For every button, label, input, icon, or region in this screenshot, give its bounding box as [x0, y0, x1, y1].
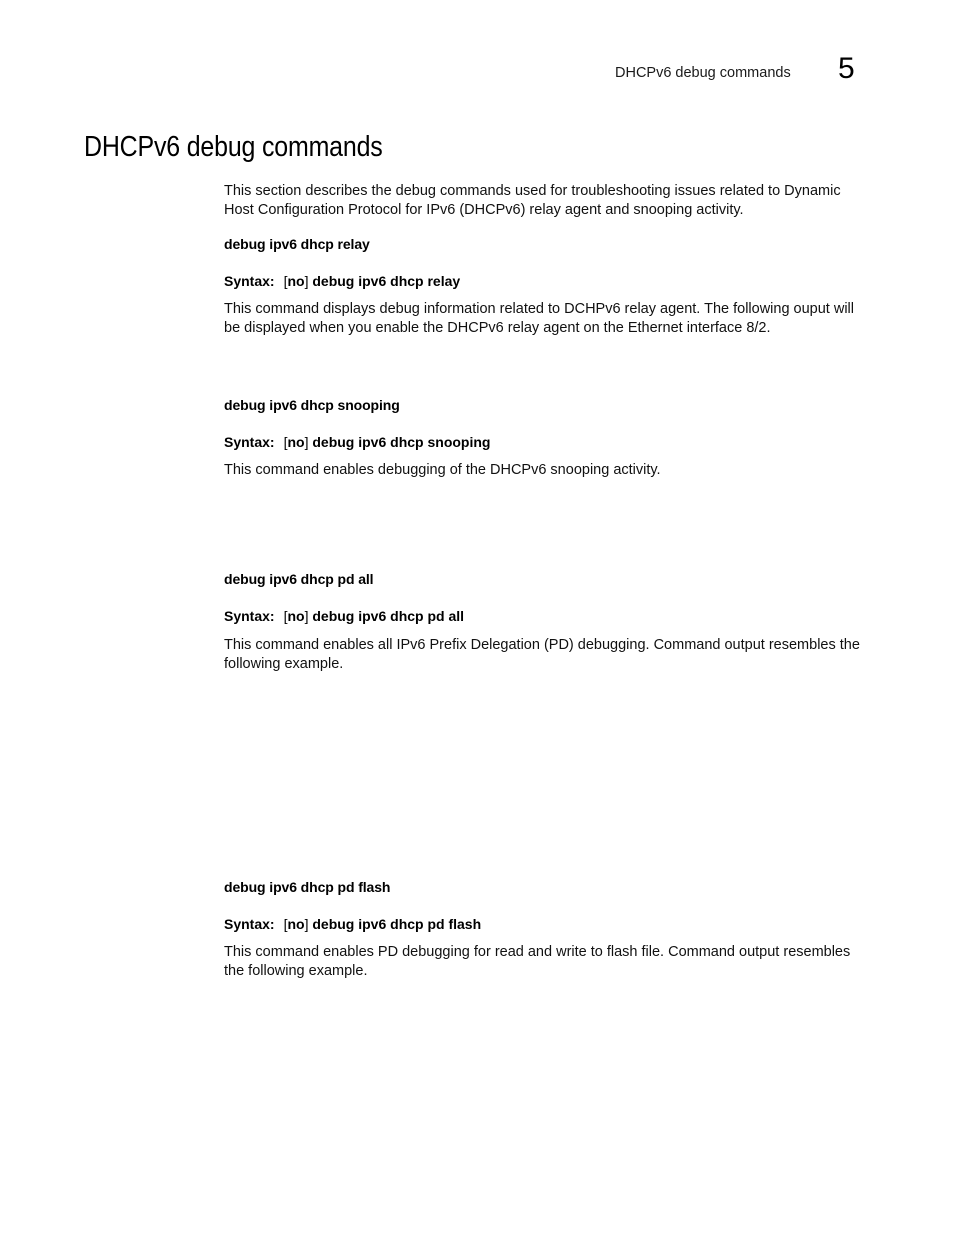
syntax-line-pd-all	[224, 608, 464, 624]
command-heading-pd-flash: debug ipv6 dhcp pd flash	[224, 879, 391, 895]
syntax-line-snooping	[224, 434, 490, 450]
syntax-label: Syntax:	[224, 608, 275, 624]
command-heading-pd-all: debug ipv6 dhcp pd all	[224, 571, 374, 587]
syntax-optional-keyword: no	[287, 916, 305, 932]
syntax-bracket-close: ]	[304, 434, 309, 450]
chapter-number: 5	[838, 52, 855, 85]
syntax-bracket-open: [	[283, 273, 288, 289]
running-header-title: DHCPv6 debug commands	[615, 65, 791, 81]
syntax-bracket-open: [	[283, 916, 288, 932]
command-heading-relay: debug ipv6 dhcp relay	[224, 236, 370, 252]
syntax-line-relay	[224, 273, 460, 289]
syntax-label: Syntax:	[224, 916, 275, 932]
syntax-optional-keyword: no	[287, 273, 305, 289]
command-description-relay: This command displays debug information related to DCHPv6 relay agent. The following ouput will be displayed when you enable the DHCPv6 relay agent on the Ethernet interface 8/2.	[224, 301, 854, 336]
syntax-optional-keyword: no	[287, 608, 305, 624]
syntax-command: debug ipv6 dhcp relay	[312, 273, 461, 289]
command-heading-snooping: debug ipv6 dhcp snooping	[224, 397, 400, 413]
syntax-line-pd-flash	[224, 916, 481, 932]
syntax-bracket-open: [	[283, 434, 288, 450]
syntax-command: debug ipv6 dhcp snooping	[312, 434, 491, 450]
syntax-label: Syntax:	[224, 434, 275, 450]
syntax-label: Syntax:	[224, 273, 275, 289]
syntax-optional-keyword: no	[287, 434, 305, 450]
syntax-bracket-close: ]	[304, 608, 309, 624]
syntax-bracket-close: ]	[304, 916, 309, 932]
syntax-command: debug ipv6 dhcp pd all	[312, 608, 465, 624]
command-description-pd-all: This command enables all IPv6 Prefix Delegation (PD) debugging. Command output resembles the following example.	[224, 637, 860, 672]
command-description-pd-flash: This command enables PD debugging for read and write to flash file. Command output resembles the following example.	[224, 944, 851, 979]
syntax-command: debug ipv6 dhcp pd flash	[312, 916, 482, 932]
syntax-bracket-open: [	[283, 608, 288, 624]
command-description-snooping: This command enables debugging of the DHCPv6 snooping activity.	[224, 462, 661, 478]
section-title: DHCPv6 debug commands	[84, 131, 383, 163]
section-intro: This section describes the debug commands used for troubleshooting issues related to Dynamic Host Configuration Protocol for IPv6 (DHCPv6) relay agent and snooping activity.	[224, 183, 841, 218]
syntax-bracket-close: ]	[304, 273, 309, 289]
